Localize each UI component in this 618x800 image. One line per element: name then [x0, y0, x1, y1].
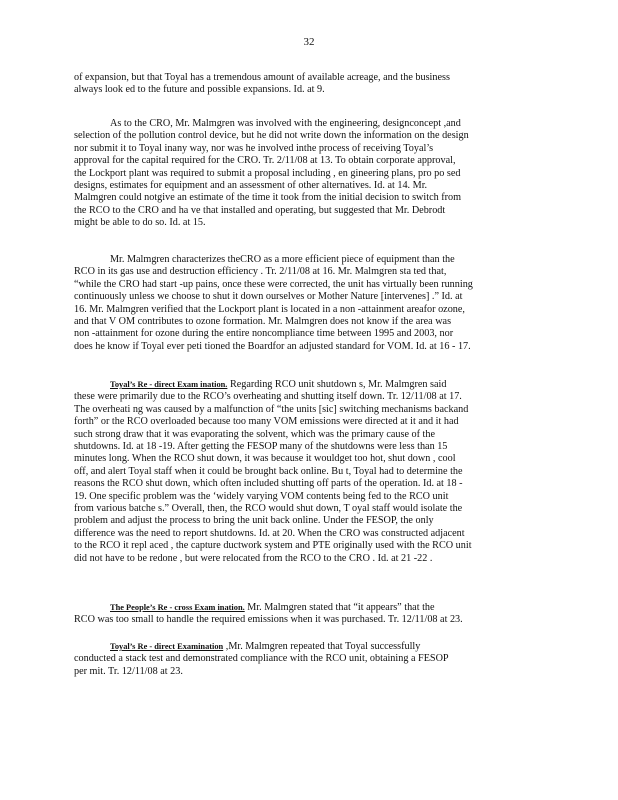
text-line: RCO was too small to handle the required emissions when it was purchased. Tr. 12/11/08 at 23.	[74, 614, 463, 626]
section-heading: The People’s Re - cross Exam ination.	[110, 603, 245, 612]
text-line: always look ed to the future and possible expansions. Id. at 9.	[74, 84, 325, 96]
text-line: continuously unless we choose to shut it down ourselves or Mother Nature [intervenes] .” Id. at	[74, 291, 463, 303]
text-line: the RCO to the CRO and ha ve that installed and operating, but suggested that Mr. Debrodt	[74, 204, 446, 216]
paragraph	[74, 602, 536, 627]
text-line: off, and alert Toyal staff when it could be brought back online. Bu t, Toyal had to determine the	[74, 465, 463, 477]
text-line: to the RCO it repl aced , the capture ductwork system and PTE originally used with the RCO unit	[74, 540, 472, 552]
text-line: approval for the capital required for the CRO. Tr. 2/11/08 at 13. To obtain corporate approval,	[74, 155, 456, 167]
text-line: Mr. Malmgren characterizes theCRO as a more efficient piece of equipment than the	[110, 254, 455, 265]
text-line: As to the CRO, Mr. Malmgren was involved with the engineering, designconcept ,and	[110, 118, 461, 129]
text-line: shutdowns. Id. at 18 -19. After getting the FESOP many of the shutdowns were less than 15	[74, 441, 448, 453]
text-line: the Lockport plant was required to submit a proposal including , en gineering plans, pro po sed	[74, 167, 461, 179]
section-heading: Toyal’s Re - direct Exam ination.	[110, 380, 228, 389]
text-line: did not have to be redone , but were relocated from the RCO to the CRO . Id. at 21 -22 .	[74, 552, 433, 564]
text-line: forth” or the RCO overloaded because too many VOM emissions were directed at it and it had	[74, 416, 459, 428]
paragraph	[74, 72, 536, 97]
text-line: nor submit it to Toyal inany way, nor was he involved inthe process of receiving Toyal’s	[74, 142, 434, 154]
text-run: Regarding RCO unit shutdown s, Mr. Malmgren said	[227, 379, 447, 390]
text-line: such strong draw that it was evaporating the solvent, which was the primary cause of the	[74, 428, 435, 440]
page-number: 32	[303, 36, 315, 48]
paragraph	[74, 379, 536, 565]
text-line: 16. Mr. Malmgren verified that the Lockport plant is located in a non -attainment areafor ozone,	[74, 303, 465, 315]
text-line: “while the CRO had start -up pains, once these were corrected, the unit has virtually been running	[74, 278, 473, 290]
text-line: non -attainment for ozone during the entire noncompliance time between 1995 and 2003, nor	[74, 328, 454, 340]
text-run: Mr. Malmgren stated that “it appears” that the	[244, 602, 435, 613]
text-line: The overheati ng was caused by a malfunction of “the units [sic] switching mechanisms backand	[74, 403, 469, 415]
text-line: problem and adjust the process to bring the unit back online. Under the FESOP, the only	[74, 515, 434, 527]
text-line: and that V OM contributes to ozone formation. Mr. Malmgren does not know if the area was	[74, 316, 452, 328]
text-line: selection of the pollution control device, but he did not write down the information on the design	[74, 130, 469, 142]
text-line	[74, 379, 536, 391]
section-heading: Toyal’s Re - direct Examination	[110, 642, 224, 651]
paragraph	[74, 641, 536, 678]
text-line: minutes long. When the RCO shut down, it was because it wouldget too hot, shut down , cool	[74, 453, 456, 465]
text-run: ,Mr. Malmgren repeated that Toyal successfully	[223, 641, 421, 652]
paragraph	[74, 254, 536, 353]
text-line: conducted a stack test and demonstrated compliance with the RCO unit, obtaining a FESOP	[74, 653, 449, 665]
text-line: RCO in its gas use and destruction efficiency . Tr. 2/11/08 at 16. Mr. Malmgren sta ted that,	[74, 266, 447, 278]
text-line	[74, 602, 536, 614]
text-line: does he know if Toyal ever peti tioned the Boardfor an adjusted standard for VOM. Id. at 16 - 17.	[74, 340, 471, 352]
text-line: Malmgren could notgive an estimate of the time it took from the initial decision to switch from	[74, 192, 462, 204]
text-line: 19. One specific problem was the ‘widely varying VOM contents being fed to the RCO unit	[74, 490, 449, 502]
text-line: per mit. Tr. 12/11/08 at 23.	[74, 665, 183, 677]
text-line: reasons the RCO shut down, which often included shutting off parts of the operation. Id. at 18 -	[74, 478, 463, 490]
text-line	[74, 641, 536, 653]
text-line: of expansion, but that Toyal has a tremendous amount of available acreage, and the business	[74, 72, 450, 83]
text-line: might be able to do so. Id. at 15.	[74, 217, 206, 229]
text-line: difference was the need to report shutdowns. Id. at 20. When the CRO was constructed adjacent	[74, 527, 465, 539]
text-line: designs, estimates for equipment and an assessment of other alternatives. Id. at 14. Mr.	[74, 180, 428, 192]
text-line: from various batche s.” Overall, then, the RCO would shut down, T oyal staff would isolate the	[74, 503, 463, 515]
paragraph	[74, 118, 536, 230]
text-line: these were primarily due to the RCO’s overheating and shutting itself down. Tr. 12/11/08 at 17.	[74, 391, 462, 403]
